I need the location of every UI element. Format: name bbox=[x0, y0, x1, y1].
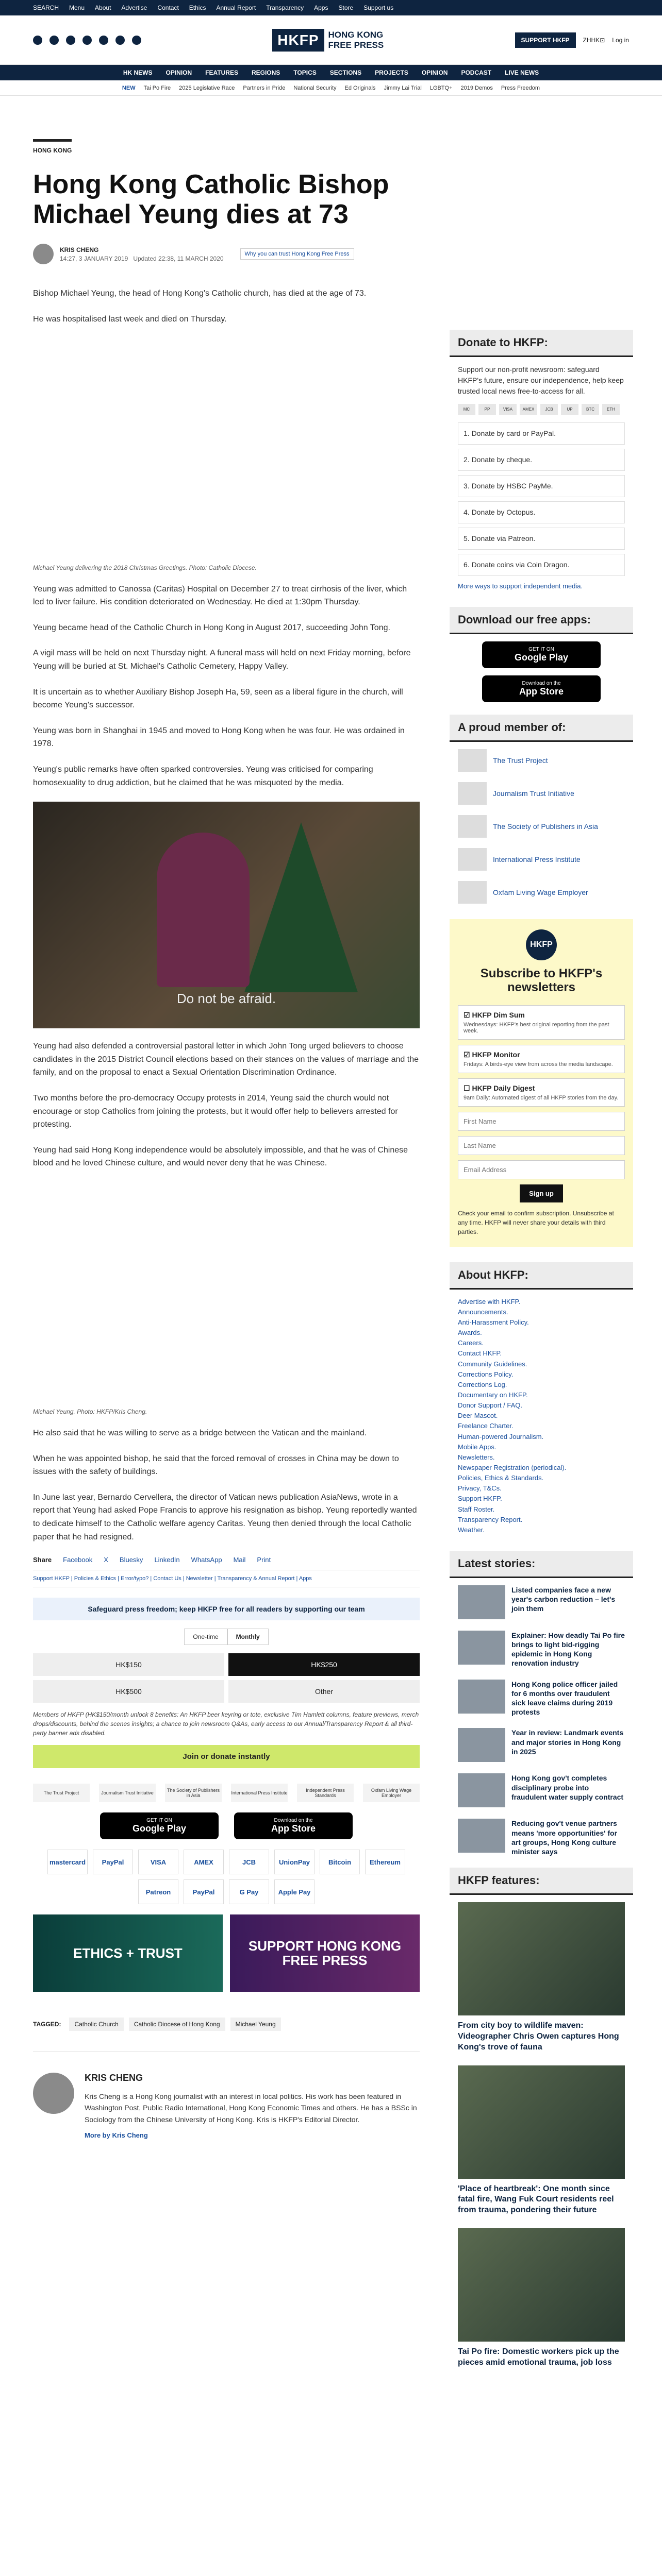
ipi-logo[interactable]: International Press Institute bbox=[231, 1784, 288, 1802]
article-main bbox=[33, 139, 420, 2139]
ethereum-icon[interactable]: Ethereum bbox=[365, 1850, 405, 1874]
card-icon: MC bbox=[458, 404, 475, 415]
oxfam-logo[interactable]: Oxfam Living Wage Employer bbox=[363, 1784, 420, 1802]
logo-line-1: HONG KONG bbox=[328, 29, 384, 40]
story-headline: Hong Kong police officer jailed for 6 months over fraudulent sick leave claims during 2019 protests bbox=[511, 1680, 618, 1717]
trending-link[interactable]: 2019 Demos bbox=[460, 84, 493, 91]
hkfp-badge: HKFP bbox=[526, 929, 557, 960]
site-logo[interactable] bbox=[272, 29, 384, 52]
story-thumbnail bbox=[458, 1819, 505, 1853]
feature-headline: 'Place of heartbreak': One month since fatal fire, Wang Fuk Court residents reel from trauma, pondering their future bbox=[458, 2184, 614, 2215]
paragraph: A vigil mass will be held on next Thursday night. A funeral mass will held on next Friday morning, before Yeung will be buried at St. Michael's Catholic Cemetery, Happy Valley. bbox=[33, 649, 411, 671]
about-link[interactable]: Anti-Harassment Policy. bbox=[458, 1318, 529, 1326]
author-avatar[interactable] bbox=[33, 244, 54, 264]
nav-item[interactable]: PROJECTS bbox=[375, 69, 408, 76]
about-link[interactable]: Donor Support / FAQ. bbox=[458, 1401, 523, 1410]
newsletter-title: Subscribe to HKFP's newsletters bbox=[480, 966, 603, 995]
nav-item[interactable]: OPINION bbox=[421, 69, 448, 76]
mastercard-icon[interactable]: mastercard bbox=[47, 1850, 88, 1874]
about-link[interactable]: Newspaper Registration (periodical). bbox=[458, 1463, 567, 1471]
about-link[interactable]: Support HKFP. bbox=[458, 1495, 502, 1503]
share-print[interactable]: Print bbox=[257, 1556, 271, 1564]
apps-title: Download our free apps: bbox=[450, 607, 633, 634]
email-input[interactable] bbox=[458, 1160, 625, 1179]
language-switch[interactable]: ZHHK⊡ bbox=[583, 36, 605, 44]
advertise-link[interactable]: Advertise bbox=[121, 4, 147, 11]
card-icon: JCB bbox=[540, 404, 558, 415]
member-name: Journalism Trust Initiative bbox=[493, 789, 574, 798]
latest-story[interactable] bbox=[450, 1773, 633, 1807]
member-item[interactable] bbox=[458, 782, 625, 805]
apple-pay-icon[interactable]: Apple Pay bbox=[274, 1879, 315, 1904]
linkedin-icon[interactable] bbox=[115, 36, 125, 45]
share-x[interactable]: X bbox=[104, 1556, 108, 1564]
nav-item[interactable]: LIVE NEWS bbox=[505, 69, 539, 76]
about-link[interactable]: Documentary on HKFP. bbox=[458, 1391, 528, 1399]
trust-link[interactable]: Why you can trust Hong Kong Free Press bbox=[240, 248, 354, 260]
facebook-icon[interactable] bbox=[33, 36, 42, 45]
features-title: HKFP features: bbox=[450, 1868, 633, 1895]
image-caption: Michael Yeung delivering the 2018 Christmas Greetings. Photo: Catholic Diocese. bbox=[33, 564, 257, 571]
article-category[interactable]: HONG KONG bbox=[33, 139, 72, 154]
author-box bbox=[33, 2073, 420, 2139]
image-caption: Michael Yeung. Photo: HKFP/Kris Cheng. bbox=[33, 1408, 147, 1415]
instagram-icon[interactable] bbox=[66, 36, 75, 45]
tags-label: TAGGED: bbox=[33, 2021, 61, 2028]
member-title: A proud member of: bbox=[450, 715, 633, 742]
about-link[interactable]: Advertise with HKFP. bbox=[458, 1297, 521, 1306]
paragraph: It is uncertain as to whether Auxiliary Bishop Joseph Ha, 59, seen as a liberal figure in the church, will become Yeung's successor. bbox=[33, 687, 403, 710]
bishop-figure bbox=[157, 833, 250, 987]
about-link[interactable]: Staff Roster. bbox=[458, 1505, 495, 1513]
about-link[interactable]: About bbox=[95, 4, 111, 11]
tag[interactable]: Catholic Diocese of Hong Kong bbox=[129, 2018, 225, 2031]
story-headline: Listed companies face a new year's carbon reduction – let's join them bbox=[511, 1585, 616, 1613]
logo-line-2: FREE PRESS bbox=[328, 40, 384, 50]
donate-option[interactable]: 2. Donate by cheque. bbox=[458, 449, 625, 471]
member-name: Oxfam Living Wage Employer bbox=[493, 888, 588, 896]
trending-link[interactable]: Tai Po Fire bbox=[143, 84, 171, 91]
monthly-tab[interactable]: Monthly bbox=[227, 1629, 269, 1645]
author-avatar-large[interactable] bbox=[33, 2073, 74, 2114]
card-icon: PP bbox=[478, 404, 496, 415]
footer-links[interactable]: Support HKFP | Policies & Ethics | Error/typo? | Contact Us | Newsletter | Transparency & Annual Report | Apps bbox=[33, 1570, 420, 1587]
feature-stories bbox=[450, 1902, 633, 2368]
about-link[interactable]: Community Guidelines. bbox=[458, 1360, 527, 1368]
more-by-author[interactable]: More by Kris Cheng bbox=[85, 2131, 148, 2140]
card-icon: UP bbox=[561, 404, 578, 415]
share-bluesky[interactable]: Bluesky bbox=[119, 1556, 143, 1564]
feature-story[interactable] bbox=[450, 2065, 633, 2216]
donate-option[interactable]: 1. Donate by card or PayPal. bbox=[458, 422, 625, 445]
youtube-icon[interactable] bbox=[99, 36, 108, 45]
main-nav bbox=[0, 65, 662, 80]
member-item[interactable] bbox=[458, 815, 625, 838]
paragraph: Bishop Michael Yeung, the head of Hong Kong's Catholic church, has died at the age of 73. bbox=[33, 289, 367, 298]
latest-stories bbox=[450, 1585, 633, 1856]
trending-link[interactable]: National Security bbox=[293, 84, 337, 91]
about-link[interactable]: Mobile Apps. bbox=[458, 1443, 496, 1451]
donate-option[interactable]: 5. Donate via Patreon. bbox=[458, 528, 625, 550]
donate-headline: Safeguard press freedom; keep HKFP free for all readers by supporting our team bbox=[33, 1598, 420, 1620]
feature-story[interactable] bbox=[450, 2228, 633, 2368]
newsletter-option-desc: Fridays: A birds-eye view from across the media landscape. bbox=[464, 1061, 613, 1067]
partner-logos bbox=[33, 1784, 420, 1802]
member-item[interactable] bbox=[458, 749, 625, 772]
nav-item[interactable]: TOPICS bbox=[293, 69, 317, 76]
newsletter-box bbox=[450, 919, 633, 1247]
trending-link[interactable]: 2025 Legislative Race bbox=[179, 84, 235, 91]
menu-link[interactable]: Menu bbox=[69, 4, 85, 11]
trending-link[interactable]: LGBTQ+ bbox=[429, 84, 453, 91]
member-name: The Trust Project bbox=[493, 756, 548, 765]
share-whatsapp[interactable]: WhatsApp bbox=[191, 1556, 222, 1564]
search-link[interactable]: SEARCH bbox=[33, 4, 59, 11]
amount-grid bbox=[33, 1653, 420, 1703]
app-store-small: Download on the bbox=[274, 1818, 313, 1824]
app-store-button[interactable] bbox=[482, 675, 601, 702]
paragraph: Yeung was admitted to Canossa (Caritas) Hospital on December 27 to treat cirrhosis of the liver, which led to liver failure. His condition deteriorated on Wednesday. He died at 1:30pm Thursday. bbox=[33, 584, 407, 607]
newsletter-option[interactable]: ☑ HKFP Monitor Fridays: A birds-eye view from across the media landscape. bbox=[458, 1045, 625, 1073]
story-headline: Hong Kong gov't completes disciplinary probe into fraudulent water supply contract bbox=[511, 1774, 624, 1801]
about-link[interactable]: Corrections Log. bbox=[458, 1380, 507, 1388]
share-mail[interactable]: Mail bbox=[233, 1556, 246, 1564]
card-icon: AMEX bbox=[520, 404, 537, 415]
app-buttons bbox=[33, 1812, 420, 1839]
unionpay-icon[interactable]: UnionPay bbox=[274, 1850, 315, 1874]
about-link[interactable]: Careers. bbox=[458, 1339, 484, 1347]
feature-story[interactable] bbox=[450, 1902, 633, 2053]
paragraph: Yeung had said Hong Kong independence would be absolutely impossible, and that he was of Chinese blood and he loved Chinese culture, and would never deny that he was Chinese. bbox=[33, 1145, 408, 1168]
member-item[interactable] bbox=[458, 881, 625, 904]
story-headline: Year in review: Landmark events and major stories in Hong Kong in 2025 bbox=[511, 1728, 624, 1756]
card-icon: VISA bbox=[499, 404, 517, 415]
video-subtitle: Do not be afraid. bbox=[176, 991, 276, 1007]
share-facebook[interactable]: Facebook bbox=[63, 1556, 93, 1564]
sidebar-app-buttons bbox=[450, 641, 633, 702]
paragraph: He also said that he was willing to serve as a bridge between the Vatican and the mainland. bbox=[33, 1428, 367, 1437]
contact-link[interactable]: Contact bbox=[157, 4, 179, 11]
nav-item[interactable]: FEATURES bbox=[205, 69, 238, 76]
annual-report-link[interactable]: Annual Report bbox=[216, 4, 256, 11]
google-play-button[interactable] bbox=[100, 1812, 219, 1839]
about-link[interactable]: Newsletters. bbox=[458, 1453, 495, 1461]
paragraph: He was hospitalised last week and died on Thursday. bbox=[33, 315, 227, 324]
latest-story[interactable] bbox=[450, 1585, 633, 1619]
app-store-label: App Store bbox=[519, 686, 564, 697]
first-name-input[interactable] bbox=[458, 1112, 625, 1131]
tag[interactable]: Michael Yeung bbox=[230, 2018, 281, 2031]
latest-story[interactable] bbox=[450, 1728, 633, 1762]
donate-option[interactable]: 6. Donate coins via Coin Dragon. bbox=[458, 554, 625, 576]
publish-date: 14:27, 3 JANUARY 2019 bbox=[60, 255, 128, 262]
google-play-small: GET IT ON bbox=[528, 646, 554, 652]
signup-button[interactable]: Sign up bbox=[520, 1184, 563, 1202]
nav-item[interactable]: PODCAST bbox=[461, 69, 492, 76]
story-thumbnail bbox=[458, 1680, 505, 1714]
latest-title: Latest stories: bbox=[450, 1551, 633, 1578]
logo-mark: HKFP bbox=[272, 29, 324, 52]
member-logo bbox=[458, 881, 487, 904]
newsletter-option-name: HKFP Daily Digest bbox=[472, 1083, 535, 1092]
amount-option[interactable]: HK$150 bbox=[33, 1653, 224, 1676]
newsletter-option-desc: 9am Daily: Automated digest of all HKFP stories from the day. bbox=[464, 1094, 619, 1101]
about-list bbox=[450, 1297, 633, 1535]
paragraph: Yeung became head of the Catholic Church in Hong Kong in August 2017, succeeding John Tong. bbox=[33, 623, 390, 632]
about-title: About HKFP: bbox=[450, 1262, 633, 1290]
article-title: Hong Kong Catholic Bishop Michael Yeung dies at 73 bbox=[33, 170, 389, 230]
trust-project-logo[interactable]: The Trust Project bbox=[33, 1784, 90, 1802]
donate-button[interactable]: Join or donate instantly bbox=[33, 1745, 420, 1768]
jti-logo[interactable]: Journalism Trust Initiative bbox=[99, 1784, 156, 1802]
nav-item[interactable]: HK NEWS bbox=[123, 69, 153, 76]
patreon-icon[interactable]: Patreon bbox=[138, 1879, 178, 1904]
newsletter-option-desc: Wednesdays: HKFP's best original reporting from the past week. bbox=[464, 1021, 609, 1034]
feature-image bbox=[458, 1902, 625, 2015]
card-icon: BTC bbox=[582, 404, 599, 415]
app-store-small: Download on the bbox=[522, 680, 561, 686]
about-link[interactable]: Deer Mascot. bbox=[458, 1412, 498, 1420]
paragraph: Two months before the pro-democracy Occupy protests in 2014, Yeung said the church would not encourage or stop Catholics from joining the protests, but it would offer help to believers arrested for protesting. bbox=[33, 1093, 398, 1129]
latest-story[interactable] bbox=[450, 1819, 633, 1856]
telegram-icon[interactable] bbox=[132, 36, 141, 45]
trending-link[interactable]: Partners in Pride bbox=[243, 84, 286, 91]
feature-image bbox=[458, 2228, 625, 2342]
newsletter-option-name: HKFP Monitor bbox=[472, 1050, 520, 1059]
about-link[interactable]: Contact HKFP. bbox=[458, 1349, 502, 1358]
tag-list bbox=[33, 2018, 420, 2052]
member-logo bbox=[458, 815, 487, 838]
donate-option[interactable]: 3. Donate by HSBC PayMe. bbox=[458, 475, 625, 497]
share-linkedin[interactable]: LinkedIn bbox=[154, 1556, 180, 1564]
threads-icon[interactable] bbox=[82, 36, 92, 45]
embedded-media-area bbox=[33, 338, 420, 564]
support-banner[interactable]: SUPPORT HONG KONG FREE PRESS bbox=[230, 1914, 420, 1992]
author-bio: Kris Cheng is a Hong Kong journalist with an interest in local politics. His work has been featured in Washington Post, Public Radio International, Hong Kong Economic Times and others. He has a BSSc in Sociology from the Chinese University of Hong Kong. Kris is HKFP's Editorial Director. bbox=[85, 2092, 417, 2124]
newsletter-option-name: HKFP Dim Sum bbox=[472, 1010, 525, 1019]
nav-item[interactable]: SECTIONS bbox=[329, 69, 362, 76]
member-name: International Press Institute bbox=[493, 855, 581, 863]
feature-image bbox=[458, 2065, 625, 2179]
support-hkfp-button[interactable]: SUPPORT HKFP bbox=[515, 32, 576, 48]
site-header bbox=[0, 15, 662, 65]
trending-bar bbox=[0, 80, 662, 96]
share-bar bbox=[33, 1556, 420, 1564]
paypal-icon[interactable]: PayPal bbox=[93, 1850, 133, 1874]
story-thumbnail bbox=[458, 1728, 505, 1762]
embedded-media-area bbox=[33, 1182, 420, 1408]
top-utility-bar bbox=[0, 0, 662, 15]
member-logo bbox=[458, 848, 487, 871]
about-link[interactable]: Policies, Ethics & Standards. bbox=[458, 1474, 544, 1482]
about-link[interactable]: Awards. bbox=[458, 1329, 482, 1337]
google-play-label: Google Play bbox=[514, 652, 569, 663]
about-link[interactable]: Weather. bbox=[458, 1526, 485, 1534]
transparency-link[interactable]: Transparency bbox=[266, 4, 304, 11]
new-badge: NEW bbox=[122, 84, 136, 91]
latest-story[interactable] bbox=[450, 1631, 633, 1668]
donate-text[interactable]: Support our non-profit newsroom: safeguard HKFP's future, ensure our independence, help keep trusted local news free-to-access for all. bbox=[458, 365, 624, 395]
paragraph: Yeung's public remarks have often sparked controversies. Yeung was criticised for comparing homosexuality to drug addiction, but he claimed that he was misquoted by the media. bbox=[33, 765, 373, 787]
payment-methods bbox=[33, 1850, 420, 1904]
google-pay-icon[interactable]: G Pay bbox=[229, 1879, 269, 1904]
sopa-logo[interactable]: The Society of Publishers in Asia bbox=[165, 1784, 222, 1802]
share-label: Share bbox=[33, 1556, 52, 1564]
nav-item[interactable]: REGIONS bbox=[251, 69, 280, 76]
promo-banners bbox=[33, 1914, 420, 1992]
story-thumbnail bbox=[458, 1585, 505, 1619]
ethics-banner[interactable]: ETHICS + TRUST bbox=[33, 1914, 223, 1992]
support-us-link[interactable]: Support us bbox=[363, 4, 394, 11]
visa-icon[interactable]: VISA bbox=[138, 1850, 178, 1874]
christmas-tree bbox=[244, 822, 358, 992]
newsletter-note: Check your email to confirm subscription. Unsubscribe at any time. HKFP will never share your details with third parties. bbox=[458, 1209, 614, 1235]
byline bbox=[33, 244, 420, 264]
about-link[interactable]: Privacy, T&Cs. bbox=[458, 1484, 502, 1493]
ethics-link[interactable]: Ethics bbox=[189, 4, 206, 11]
google-play-label: Google Play bbox=[132, 1823, 187, 1834]
paragraph: Yeung was born in Shanghai in 1945 and moved to Hong Kong when he was four. He was ordained in 1978. bbox=[33, 726, 405, 749]
apps-link[interactable]: Apps bbox=[314, 4, 328, 11]
story-thumbnail bbox=[458, 1773, 505, 1807]
social-icons bbox=[33, 36, 141, 45]
frequency-toggle bbox=[33, 1629, 420, 1645]
member-list bbox=[450, 749, 633, 904]
about-link[interactable]: Transparency Report. bbox=[458, 1515, 523, 1523]
member-logo bbox=[458, 749, 487, 772]
paragraph: Yeung had also defended a controversial pastoral letter in which John Tong urged believers to choose candidates in the 2015 District Council elections based on their stances on the values of marriage and the family, and on the proposal to enact a Sexual Orientation Discrimination Ordinance. bbox=[33, 1042, 419, 1077]
amex-icon[interactable]: AMEX bbox=[184, 1850, 224, 1874]
amount-option[interactable]: HK$500 bbox=[33, 1680, 224, 1703]
paragraph: When he was appointed bishop, he said that the forced removal of crosses in China may be down to issues with the safety of buildings. bbox=[33, 1454, 399, 1477]
amount-option[interactable]: Other bbox=[228, 1680, 420, 1703]
paypal-icon[interactable]: PayPal bbox=[184, 1879, 224, 1904]
app-store-button[interactable] bbox=[234, 1812, 353, 1839]
membership-note: Members of HKFP (HK$150/month unlock 8 benefits: An HKFP beer keyring or tote, exclusive Tim Hamlett columns, feature previews, merch drops/discounts, behind the scenes insights; a chance to join newsroom Q&As, early access to our Annual/Transparency Report & all third-party banner ads disabled. bbox=[33, 1711, 419, 1737]
paragraph: In June last year, Bernardo Cervellera, the director of Vatican news publication AsiaNews, wrote in a report that Yeung had asked Pope Francis to approve his resignation as bishop. Yeung reportedly wanted to dedicate himself to the Catholic welfare agency Caritas. Yeung then denied through the local Catholic paper that he had resigned. bbox=[33, 1493, 417, 1541]
member-logo bbox=[458, 782, 487, 805]
trending-link[interactable]: Ed Originals bbox=[344, 84, 376, 91]
story-headline: Reducing gov't venue partners means 'more opportunities' for art groups, Hong Kong culture minister says bbox=[511, 1819, 618, 1856]
card-icon: ETH bbox=[602, 404, 620, 415]
ipso-logo[interactable]: Independent Press Standards bbox=[297, 1784, 354, 1802]
google-play-small: GET IT ON bbox=[146, 1818, 172, 1824]
donate-option[interactable]: 4. Donate by Octopus. bbox=[458, 501, 625, 523]
card-logos bbox=[458, 404, 625, 415]
nav-item[interactable]: OPINION bbox=[166, 69, 192, 76]
bitcoin-icon[interactable]: Bitcoin bbox=[320, 1850, 360, 1874]
about-link[interactable]: Corrections Policy. bbox=[458, 1370, 514, 1378]
one-time-tab[interactable]: One-time bbox=[184, 1629, 227, 1645]
trending-link[interactable]: Jimmy Lai Trial bbox=[384, 84, 422, 91]
member-item[interactable] bbox=[458, 848, 625, 871]
google-play-button[interactable] bbox=[482, 641, 601, 668]
story-thumbnail bbox=[458, 1631, 505, 1665]
store-link[interactable]: Store bbox=[338, 4, 354, 11]
about-link[interactable]: Human-powered Journalism. bbox=[458, 1432, 544, 1440]
x-icon[interactable] bbox=[49, 36, 59, 45]
about-link[interactable]: Announcements. bbox=[458, 1308, 508, 1316]
last-name-input[interactable] bbox=[458, 1136, 625, 1155]
donate-options bbox=[458, 422, 625, 576]
login-link[interactable]: Log in bbox=[612, 36, 629, 44]
amount-option-selected[interactable]: HK$250 bbox=[228, 1653, 420, 1676]
latest-story[interactable] bbox=[450, 1680, 633, 1717]
author-box-name[interactable]: KRIS CHENG bbox=[85, 2073, 143, 2083]
updated-date: Updated 22:38, 11 MARCH 2020 bbox=[133, 255, 224, 262]
tag[interactable]: Catholic Church bbox=[69, 2018, 123, 2031]
app-store-label: App Store bbox=[271, 1823, 316, 1834]
feature-headline: Tai Po fire: Domestic workers pick up the pieces amid emotional trauma, job loss bbox=[458, 2347, 619, 2367]
newsletter-option[interactable]: ☑ HKFP Dim Sum Wednesdays: HKFP's best original reporting from the past week. bbox=[458, 1005, 625, 1040]
story-headline: Explainer: How deadly Tai Po fire brings to light bid-rigging epidemic in Hong Kong renovation industry bbox=[511, 1631, 625, 1668]
newsletter-option[interactable]: ☐ HKFP Daily Digest 9am Daily: Automated digest of all HKFP stories from the day. bbox=[458, 1078, 625, 1107]
video-embed[interactable] bbox=[33, 802, 420, 1028]
feature-headline: From city boy to wildlife maven: Videographer Chris Owen captures Hong Kong's trove of fauna bbox=[458, 2021, 619, 2052]
donate-title: Donate to HKFP: bbox=[450, 330, 633, 357]
author-name[interactable]: KRIS CHENG bbox=[60, 246, 99, 253]
more-ways-link[interactable]: More ways to support independent media. bbox=[458, 582, 583, 590]
member-name: The Society of Publishers in Asia bbox=[493, 822, 598, 831]
trending-link[interactable]: Press Freedom bbox=[501, 84, 540, 91]
sidebar bbox=[450, 330, 633, 2381]
about-link[interactable]: Freelance Charter. bbox=[458, 1422, 514, 1430]
jcb-icon[interactable]: JCB bbox=[229, 1850, 269, 1874]
